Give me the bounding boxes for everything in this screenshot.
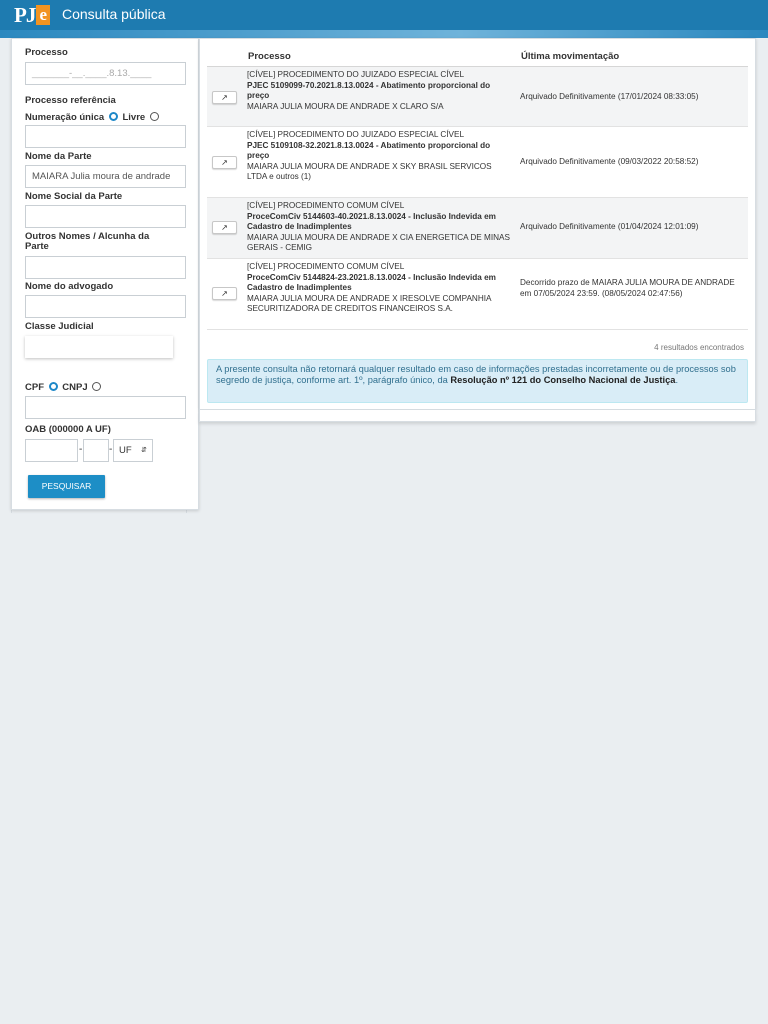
row-numero: ProceComCiv 5144824-23.2021.8.13.0024 - Inclusão Indevida em Cadastro de Inadimplentes	[247, 272, 496, 292]
row-numero: ProceComCiv 5144603-40.2021.8.13.0024 - Inclusão Indevida em Cadastro de Inadimplentes	[247, 211, 496, 231]
row-classe: [CÍVEL] PROCEDIMENTO DO JUIZADO ESPECIAL CÍVEL	[247, 70, 465, 79]
col-header-movimentacao[interactable]: Última movimentação	[521, 51, 620, 62]
documento-input[interactable]	[25, 396, 186, 419]
livre-label: Livre	[122, 112, 146, 123]
oab-uf-value: UF	[119, 445, 132, 456]
cnpj-label: CNPJ	[62, 382, 88, 393]
row-partes: MAIARA JULIA MOURA DE ANDRADE X SKY BRASIL SERVICOS LTDA e outros (1)	[247, 161, 492, 181]
oab-label: OAB (000000 A UF)	[25, 424, 111, 435]
numeracao-radio-group	[25, 112, 161, 123]
table-row	[207, 198, 748, 259]
row-process-info[interactable]	[247, 70, 512, 112]
results-panel	[199, 38, 756, 410]
oab-number-input[interactable]	[25, 439, 78, 462]
oab-separator: -	[109, 444, 113, 455]
oab-separator: -	[79, 444, 83, 455]
outros-nomes-label-line2: Parte	[25, 241, 49, 252]
external-link-icon[interactable]: ↗	[212, 156, 237, 169]
processo-label: Processo	[25, 47, 68, 58]
pje-logo[interactable]	[14, 3, 50, 27]
alert-end: .	[675, 374, 679, 385]
row-partes: MAIARA JULIA MOURA DE ANDRADE X CLARO S/A	[247, 101, 444, 111]
logo-mark: e	[36, 5, 50, 25]
row-process-info[interactable]	[247, 201, 512, 254]
processo-referencia-label: Processo referência	[25, 95, 116, 106]
numeracao-unica-label: Numeração única	[25, 112, 105, 123]
app-title: Consulta pública	[62, 6, 166, 22]
row-movimentacao: Decorrido prazo de MAIARA JULIA MOURA DE ANDRADE em 07/05/2024 23:59. (08/05/2024 02:47:56)	[520, 278, 735, 298]
processo-input[interactable]: _______-__.____.8.13.____	[25, 62, 186, 85]
classe-judicial-select[interactable]	[25, 336, 173, 358]
advogado-label: Nome do advogado	[25, 281, 114, 292]
outros-nomes-label-line1: Outros Nomes / Alcunha da	[25, 231, 150, 242]
row-classe: [CÍVEL] PROCEDIMENTO COMUM CÍVEL	[247, 201, 405, 210]
row-movimentacao: Arquivado Definitivamente (09/03/2022 20:58:52)	[520, 157, 699, 166]
table-row	[207, 259, 748, 330]
external-link-icon[interactable]: ↗	[212, 287, 237, 300]
header-band	[0, 30, 768, 38]
row-numero: PJEC 5109099-70.2021.8.13.0024 - Abatimento proporcional do preço	[247, 80, 491, 100]
row-movimentacao: Arquivado Definitivamente (17/01/2024 08:33:05)	[520, 92, 699, 101]
pesquisar-button[interactable]: PESQUISAR	[28, 475, 105, 498]
cpf-radio[interactable]	[49, 382, 58, 391]
row-partes: MAIARA JULIA MOURA DE ANDRADE X IRESOLVE COMPANHIA SECURITIZADORA DE CREDITOS FINANCEIROS S.A.	[247, 293, 492, 313]
results-count: 4 resultados encontrados	[654, 343, 744, 352]
cnpj-radio[interactable]	[92, 382, 101, 391]
documento-radio-group	[25, 382, 103, 393]
table-row	[207, 127, 748, 198]
info-alert	[207, 359, 748, 403]
processo-referencia-input[interactable]	[25, 125, 186, 148]
classe-judicial-label: Classe Judicial	[25, 321, 94, 332]
row-classe: [CÍVEL] PROCEDIMENTO DO JUIZADO ESPECIAL CÍVEL	[247, 130, 465, 139]
oab-letter-input[interactable]	[83, 439, 109, 462]
oab-uf-select[interactable]	[113, 439, 153, 462]
cpf-label: CPF	[25, 382, 44, 393]
outros-nomes-label	[25, 232, 149, 252]
row-process-info[interactable]	[247, 130, 512, 183]
nome-parte-label: Nome da Parte	[25, 151, 92, 162]
results-panel-footer	[199, 410, 756, 422]
row-classe: [CÍVEL] PROCEDIMENTO COMUM CÍVEL	[247, 262, 405, 271]
outros-nomes-input[interactable]	[25, 256, 186, 279]
alert-resolution-link: Resolução nº 121 do Conselho Nacional de Justiça	[450, 374, 676, 385]
alert-text: A presente consulta não retornará qualquer resultado em caso de informações prestadas incorretamente ou de processos sob segredo de justiça, conforme art. 1º, parágrafo único, da	[216, 364, 736, 385]
row-divider	[207, 329, 748, 330]
col-header-processo[interactable]: Processo	[248, 51, 291, 62]
nome-social-label: Nome Social da Parte	[25, 191, 123, 202]
numeracao-unica-radio[interactable]	[109, 112, 118, 121]
external-link-icon[interactable]: ↗	[212, 91, 237, 104]
select-arrows-icon: ⇵	[141, 447, 147, 454]
row-partes: MAIARA JULIA MOURA DE ANDRADE X CIA ENERGETICA DE MINAS GERAIS - CEMIG	[247, 232, 510, 252]
row-movimentacao: Arquivado Definitivamente (01/04/2024 12:01:09)	[520, 222, 699, 231]
logo-text: PJ	[14, 2, 36, 27]
search-form-panel	[11, 38, 199, 510]
row-numero: PJEC 5109108-32.2021.8.13.0024 - Abatimento proporcional do preço	[247, 140, 491, 160]
table-row	[207, 67, 748, 127]
nome-parte-input[interactable]: MAIARA Julia moura de andrade	[25, 165, 186, 188]
external-link-icon[interactable]: ↗	[212, 221, 237, 234]
nome-social-input[interactable]	[25, 205, 186, 228]
advogado-input[interactable]	[25, 295, 186, 318]
livre-radio[interactable]	[150, 112, 159, 121]
row-process-info[interactable]	[247, 262, 512, 315]
top-bar	[0, 0, 768, 30]
